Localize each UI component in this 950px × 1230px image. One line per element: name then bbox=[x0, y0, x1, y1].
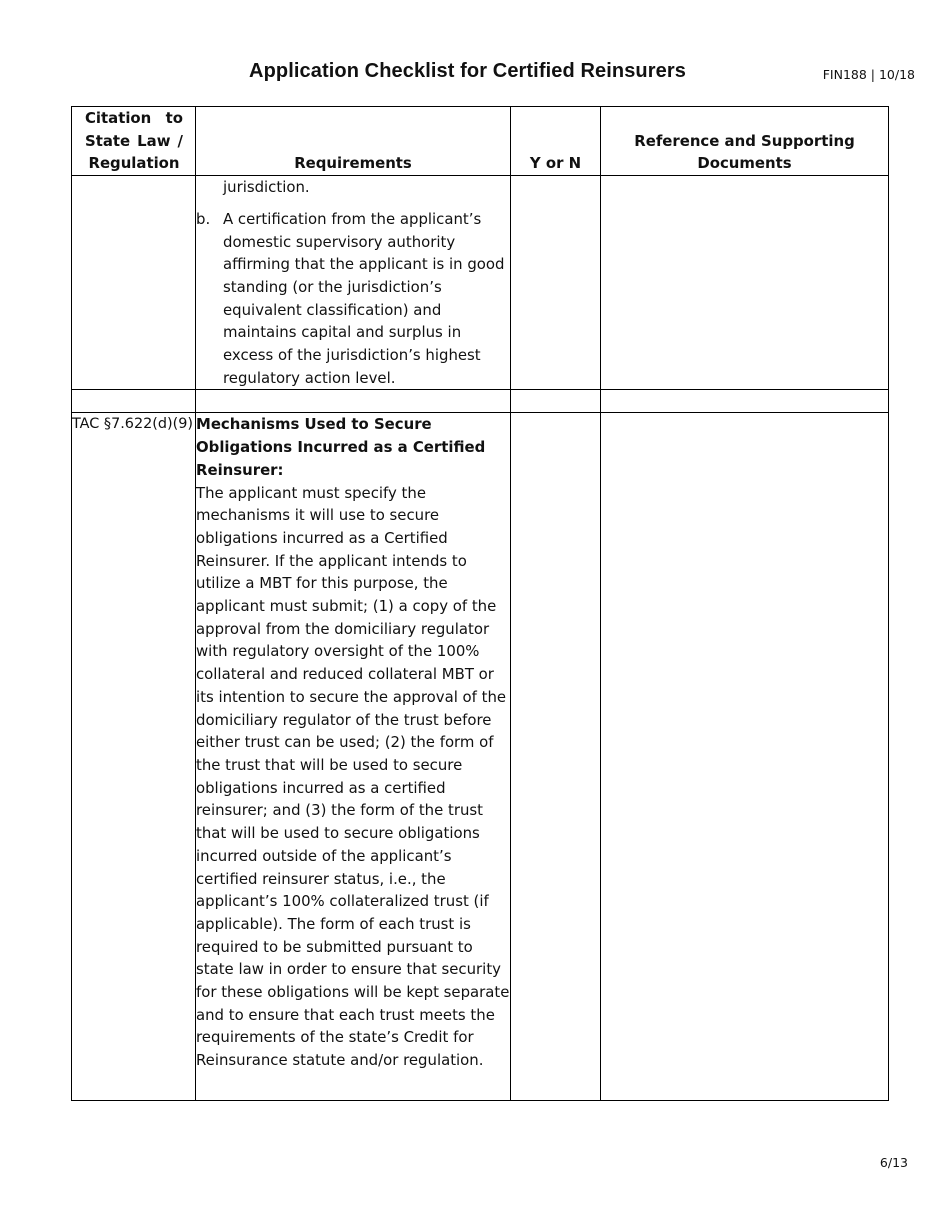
requirements-header-label: Requirements bbox=[294, 154, 412, 173]
column-header-reference bbox=[601, 107, 889, 176]
form-id: FIN188 | 10/18 bbox=[822, 67, 915, 82]
column-header-requirements bbox=[196, 107, 511, 176]
empty-cell bbox=[196, 390, 511, 413]
table-header-row bbox=[72, 107, 889, 176]
requirement-heading: Mechanisms Used to Secure Obligations Incurred as a Certified Reinsurer: bbox=[196, 415, 486, 479]
citation-header-line: Regulation bbox=[88, 154, 180, 173]
citation-header-line: Citation to bbox=[85, 109, 183, 127]
empty-cell bbox=[72, 390, 196, 413]
reference-cell[interactable] bbox=[601, 413, 889, 1100]
table-row bbox=[72, 413, 889, 1100]
reference-header-line: Reference and Supporting bbox=[634, 131, 855, 150]
requirement-body: The applicant must specify the mechanisms it will use to secure obligations incurred as a Certified Reinsurer. If the applicant intends to utilize a MBT for this purpose, the applicant must submit; (1) a copy of the approval from the domiciliary regulator with regulatory oversight of the 100% collateral and reduced collateral MBT or its intention to secure the approval of the domiciliary regulator of the trust before either trust can be used; (2) the form of the trust that will be used to secure obligations incurred as a certified reinsurer; and (3) the form of the trust that will be used to secure obligations incurred outside of the applicant’s certified reinsurer status, i.e., the applicant’s 100% collateralized trust (if applicable). The form of each trust is required to be submitted pursuant to state law in order to ensure that security for these obligations will be kept separate and to ensure that each trust meets the requirements of the state’s Credit for Reinsurance statute and/or regulation. bbox=[196, 483, 510, 1070]
list-marker: b. bbox=[196, 209, 211, 228]
list-item-text: A certification from the applicant’s domestic supervisory authority affirming that the applicant is in good standing (or the jurisdiction’s equivalent classification) and maintains capital and surplus in excess of the jurisdiction’s highest regulatory action level. bbox=[223, 209, 505, 387]
reference-cell[interactable] bbox=[601, 176, 889, 390]
page-number: 6/13 bbox=[879, 1155, 908, 1170]
citation-cell bbox=[72, 176, 196, 390]
list-item bbox=[196, 208, 510, 390]
citation-cell: TAC §7.622(d)(9) bbox=[72, 413, 196, 1100]
requirements-cell bbox=[196, 413, 511, 1100]
y-or-n-cell[interactable] bbox=[511, 390, 601, 413]
reference-cell[interactable] bbox=[601, 390, 889, 413]
checklist-table bbox=[71, 106, 889, 1101]
table-row bbox=[72, 176, 889, 390]
citation-header-line: State Law / bbox=[85, 131, 183, 150]
y-or-n-header-label: Y or N bbox=[529, 154, 582, 173]
table-row-empty bbox=[72, 390, 889, 413]
column-header-citation bbox=[72, 107, 196, 176]
reference-header-line: Documents bbox=[697, 154, 792, 173]
column-header-y-or-n bbox=[511, 107, 601, 176]
y-or-n-cell[interactable] bbox=[511, 413, 601, 1100]
y-or-n-cell[interactable] bbox=[511, 176, 601, 390]
page-title: Application Checklist for Certified Reinsurers bbox=[249, 60, 686, 82]
requirements-cell bbox=[196, 176, 511, 390]
continued-text: jurisdiction. bbox=[223, 178, 310, 197]
